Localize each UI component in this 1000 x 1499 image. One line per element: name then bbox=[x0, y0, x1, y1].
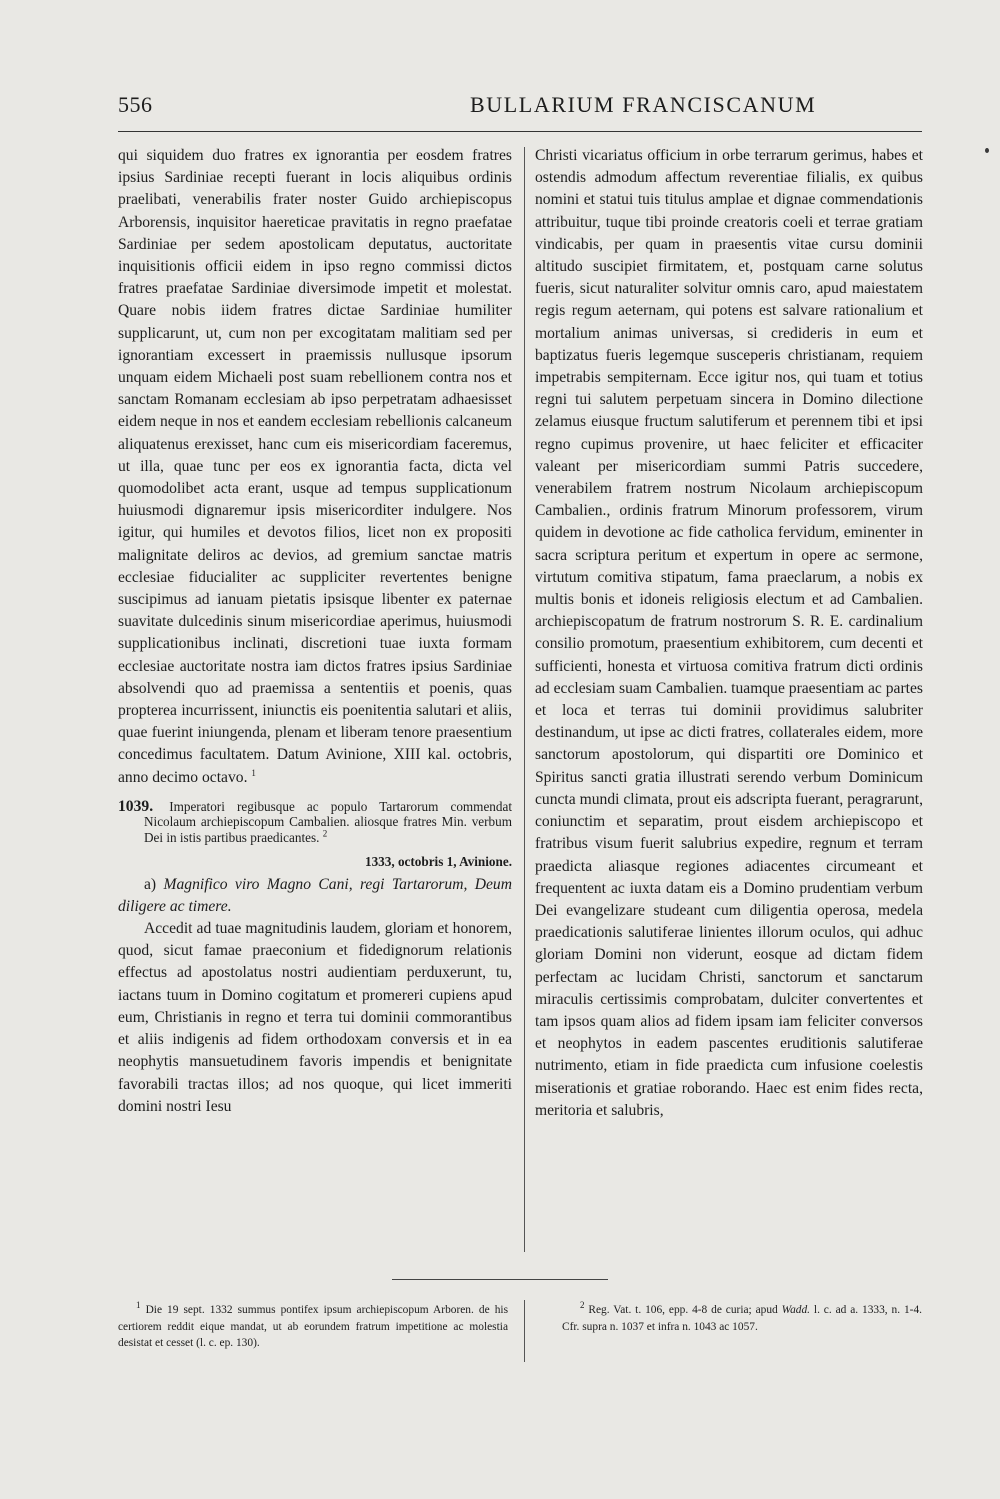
address-text: Magnifico viro Magno Cani, regi Tartarorum, Deum diligere ac timere. bbox=[118, 875, 512, 915]
footnote-text: l. c. ad a. 1333, n. 1-4. Cfr. supra n. 1037 et infra n. 1043 ac 1057. bbox=[562, 1304, 922, 1333]
body-paragraph: Accedit ad tuae magnitudinis laudem, gloriam et honorem, quod, sicut famae praeconium et fidedignorum relationis effectus ad apostolatus nostri audientiam perduxerunt, tu, iactans tuum in Domino cogitatum et promereri cupiens apud eum, Christianis in regno et terra tui dominii commorantibus et aliis indigenis ad fidem orthodoxam conversis et in ea neophytis mansuetudinem favoris impendis et benignitate favorabili tractas illos; ad nos quoque, qui licet immeriti domini nostri Iesu bbox=[118, 920, 512, 1115]
document-summary: Imperatori regibusque ac populo Tartarorum commendat Nicolaum archiepiscopum Cambalien. aliosque fratres Min. verbum Dei in istis partibus praedicantes. bbox=[144, 798, 512, 846]
body-paragraph: Christi vicariatus officium in orbe terrarum gerimus, habes et ostendis admodum affectum reverentiae filialis, ex quibus nomini et statui tuis titulus amplae et dignae commendationis attribuitur, tuque tibi proinde creatoris coeli et terrae gratiam vindicabis, per quam in praesentis vitae cursu dominii altitudo suscipiet firmitatem, et, postquam carne solutus fueris, sicut naturaliter solvitur omnis caro, apud maiestatem regis regum aeternam, qui potens est salvare rationalium et mortalium animas universas, si credideris in eum et baptizatus fueris legemque susceperis christianam, requiem impetrabis sempiternam. Ecce igitur nos, qui tuam et totius regni tui salutem perpetuam sincera in Domino dilectione zelamus eiusque fructum salutiferum et perennem tibi et ipsi regno cupimus provenire, ut haec feliciter et efficaciter valeant per misericordiam summi Patris succedere, venerabilem fratrem nostrum Nicolaum archiepiscopum Cambalien., ordinis fratrum Minorum professorem, virum quidem in devotione ac fide catholica fervidum, eminenter in sacra scriptura peritum et expertum in opere ac sermone, virtutum comitiva stipatum, fama praeclarum, a nobis ex multis bonis et idoneis religiosis electum et ad Cambalien. archiepiscopatum de fratrum nostrorum S. R. E. cardinalium consilio promotum, praesentium exhibitorem, cum decenti et sufficienti, honesta et virtuosa comitiva fratrum dicti ordinis ad ecclesiam suam Cambalien. tuamque praesentiam ac partes et loca et terras tui dominii providimus salubriter destinandum, ut ipse ac dicti fratres, collaterales eidem, more sanctorum apostolorum, qui dispartiti ore Dominico et Spiritus sancti gratia illustrati serendo verbum Dominicum cuncta mundi climata, prout eis adscripta fuerant, peragrarunt, coniunctim et separatim, prout eisdem archiepiscopo et fratribus visum fuerit salubrius expedire, regnum et terram praedicta aliasque regiones adiacentes circumeant et frequentent ac iuxta datam eis a Domino prudentiam verbum Dei evangelizare studeant cum diligentia operosa, medela praedicationis salutiferae linientes illorum oculos, qui adhuc gloriam Domini non viderunt, eosque ad dictam fidem perfectam ac lucidam Christi, sanctorum et sanctarum miraculis certissimis comprobatam, dulciter convertentes et tam ipsos quam alios ad fidem ipsam iam feliciter conversos et neophytos in eadem pascentes eruditionis salutiferae nutrimento, etiam in fide praedicta cum infusione coelestis miserationis et gratiae roborando. Haec est enim fides recta, meritoria et salubris, bbox=[535, 147, 923, 1119]
document-heading bbox=[118, 799, 512, 846]
footnote-text: Reg. Vat. t. 106, epp. 4-8 de curia; apud bbox=[588, 1304, 778, 1316]
footnote-1 bbox=[118, 1302, 508, 1352]
footnote-2 bbox=[562, 1302, 922, 1335]
right-column bbox=[535, 145, 923, 1122]
footnote-marker: 1 bbox=[136, 1300, 141, 1311]
footnote-divider bbox=[524, 1300, 525, 1362]
footnote-ref-2: 2 bbox=[322, 828, 328, 839]
page-number: 556 bbox=[118, 92, 153, 117]
left-column bbox=[118, 145, 512, 1118]
footnote-text: Die 19 sept. 1332 summus pontifex ipsum archiepiscopum Arboren. de his certiorem reddit eique mandat, ut ab eorundem fratrum impetitione ac molestia desistat et cesset (l. c. ep. 130). bbox=[118, 1304, 508, 1349]
footnote-italic-ref: Wadd. bbox=[781, 1304, 811, 1316]
body-paragraph bbox=[118, 145, 512, 789]
ink-speck bbox=[985, 148, 989, 153]
column-divider bbox=[524, 147, 525, 1252]
running-title: BULLARIUM FRANCISCANUM bbox=[470, 92, 817, 117]
footnote-rule bbox=[392, 1279, 608, 1280]
address-letter: a) bbox=[144, 875, 157, 893]
document-date: 1333, octobris 1, Avinione. bbox=[364, 853, 512, 869]
body-text: qui siquidem duo fratres ex ignorantia per eosdem fratres ipsius Sardiniae recepti fuerant in locis aliquibus ordinis praelibati, venerabilis frater noster Guido archiepiscopus Arborensis, inquisitor haereticae pravitatis in regno praefatae Sardiniae per sedem apostolicam deputatus, auctoritate inquisitionis officii eidem in ipso regno commissi dictos fratres praefatae Sardiniae diversimode impetit et molestat. Quare nobis iidem fratres dictae Sardiniae humiliter supplicarunt, ut, cum non per excogitatam malitiam sed per ignorantiam excessert in praemissis nullusque ipsorum unquam eidem Michaeli post suam rebellionem contra nos et sanctam Romanam ecclesiam ab ipso perpetratam adhaesisset eidem neque in nos et eandem ecclesiam rebellionis calcaneum aliquatenus erexisset, hanc cum eis misericordiam faceremus, ut illa, quae tunc per eos ex ignorantia facta, dicta vel quomodolibet acta erant, usque ad tempus supplicationum huiusmodi dignaremur ipsis misericorditer indulgere. Nos igitur, qui humiles et devotos filios, licet non ex propositi malignitate deliros ac devios, ad gremium sanctae matris ecclesiae fiducialiter ac suppliciter revertentes benigne suscipimus ad ianuam pietatis ipsisque libenter ex paternae suavitate dulcedinis sinum misericordiae aperimus, huiusmodi supplicationibus inclinati, discretioni tuae iuxta formam ecclesiae auctoritate nostra iam dictos fratres ipsius Sardiniae absolvendi quo ad praemissa a sententiis et poenis, quas propterea incurrissent, iniunctis eis poenitentia salutari et aliis, quae fuerint iniungenda, plenam et liberam tenore praesentium concedimus facultatem. Datum Avinione, XIII kal. octobris, anno decimo octavo. bbox=[118, 147, 513, 786]
document-number: 1039. bbox=[118, 797, 154, 815]
letter-address bbox=[118, 874, 512, 918]
header-rule bbox=[118, 131, 922, 132]
footnote-marker: 2 bbox=[580, 1300, 585, 1311]
footnote-ref-1: 1 bbox=[251, 767, 256, 778]
page-header bbox=[118, 92, 922, 126]
